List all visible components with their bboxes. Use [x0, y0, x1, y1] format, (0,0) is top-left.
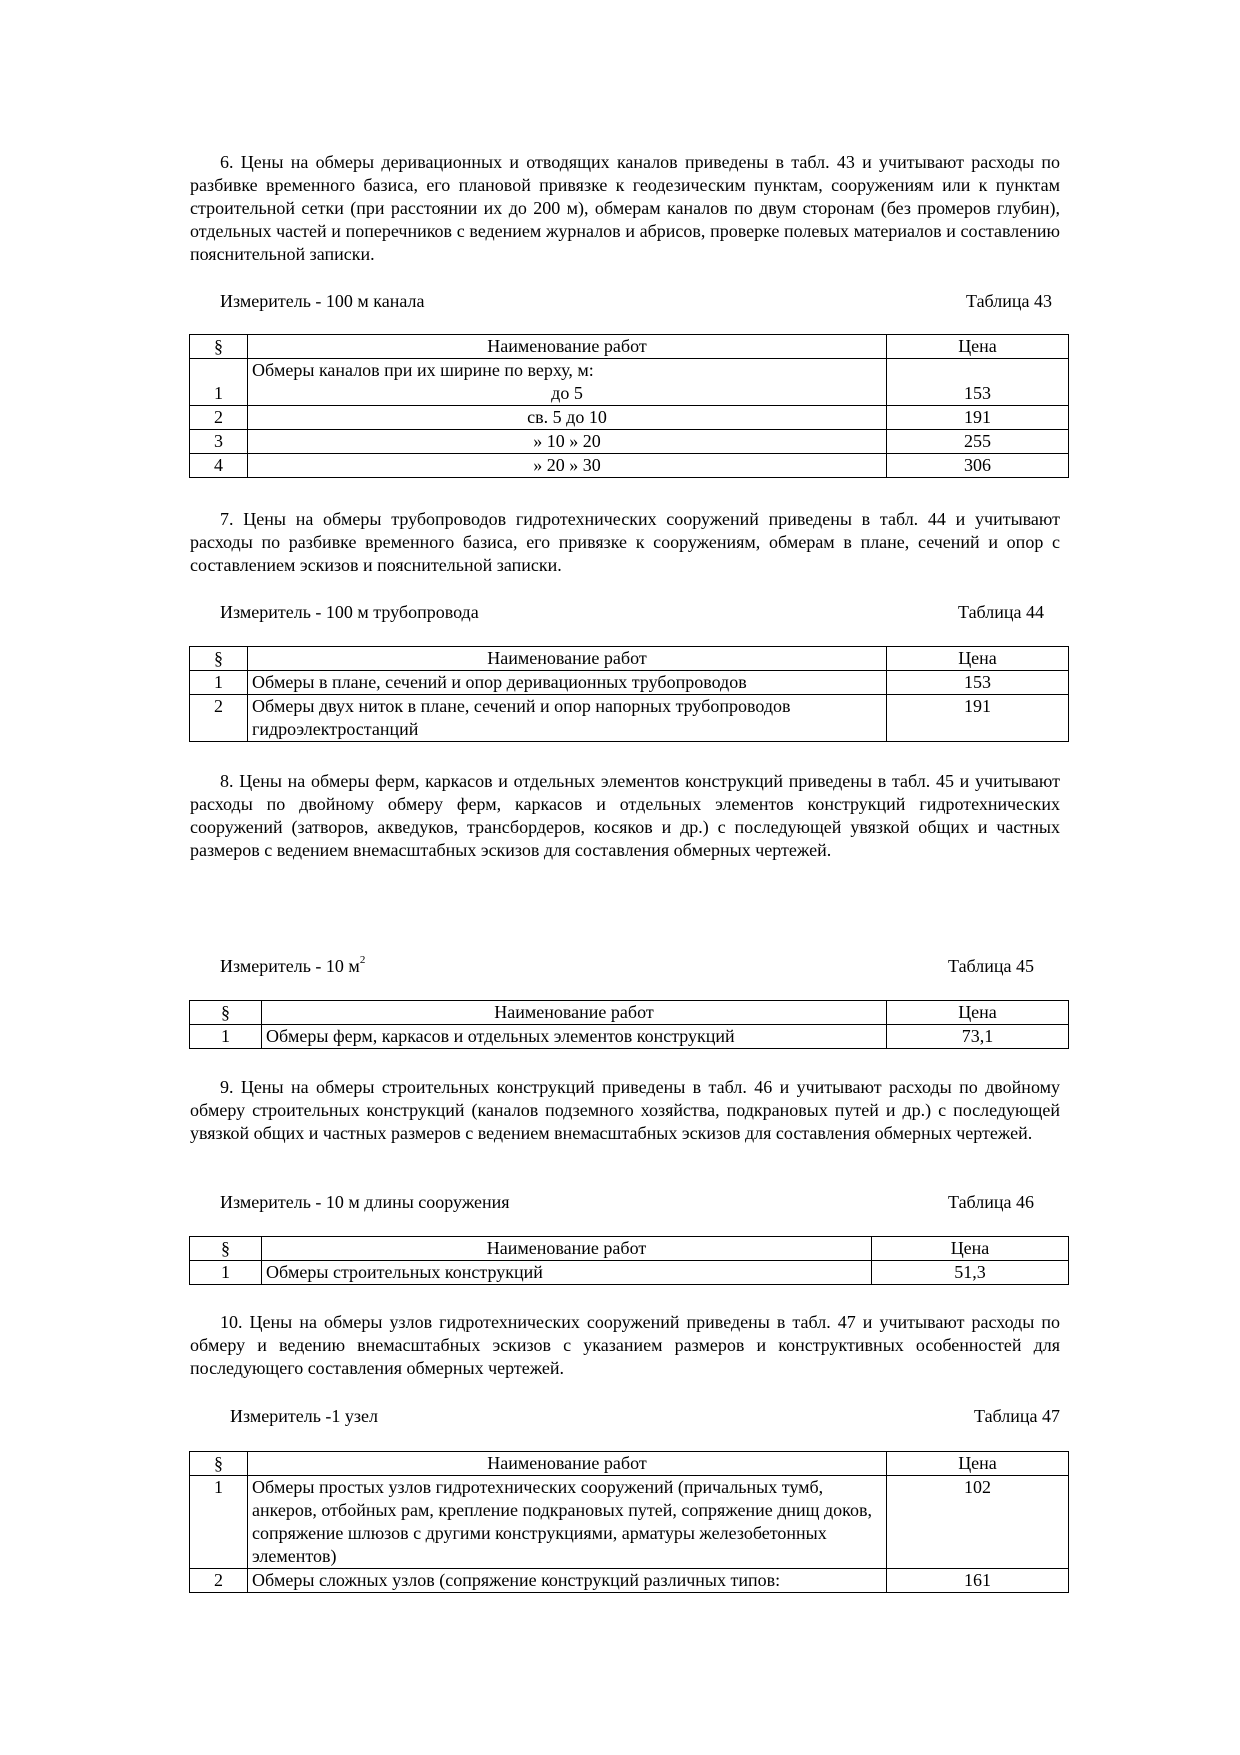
row-work-name: Обмеры простых узлов гидротехнических сооружений (причальных тумб, анкеров, отбойных рам, крепление подкрановых путей, сопряжение днищ доков, сопряжение шлюзов с другими конструкциями, арматуры железобетонных элементов)	[248, 1476, 887, 1569]
header-section: §	[190, 1237, 262, 1261]
row-price: 102	[887, 1476, 1069, 1569]
table-row	[190, 359, 1069, 406]
table-43	[189, 334, 1069, 478]
row-price: 73,1	[887, 1025, 1069, 1049]
row-number: 1	[190, 1025, 262, 1049]
header-price: Цена	[887, 335, 1069, 359]
table-46-measure: Измеритель - 10 м длины сооружения	[220, 1192, 510, 1212]
table-row	[190, 671, 1069, 695]
header-section: §	[190, 647, 248, 671]
table-row	[190, 1476, 1069, 1569]
measure-superscript: 2	[359, 954, 366, 966]
row-price: 153	[887, 359, 1069, 406]
paragraph-6: 6. Цены на обмеры деривационных и отводящих каналов приведены в табл. 43 и учитывают расходы по разбивке временного базиса, его плановой привязке к геодезическим пунктам, сооружениям или к пунктам строительной сетки (при расстоянии их до 200 м), обмерам каналов по двум сторонам (без промеров глубин), отдельных частей и поперечников с ведением журналов и абрисов, проверке полевых материалов и составлению пояснительной записки.	[190, 152, 1060, 264]
table-row	[190, 454, 1069, 478]
paragraph-10: 10. Цены на обмеры узлов гидротехнических сооружений приведены в табл. 47 и учитывают расходы по обмеру и ведению внемасштабных эскизов с указанием размеров и конструктивных особенностей для последующего составления обмерных чертежей.	[190, 1312, 1060, 1378]
row-work-name: Обмеры двух ниток в плане, сечений и опор напорных трубопроводов гидроэлектростанций	[248, 695, 887, 742]
table-header-row	[190, 1001, 1069, 1025]
row-name-text: до 5	[551, 383, 583, 403]
table-row	[190, 1261, 1069, 1285]
table-row	[190, 406, 1069, 430]
row-number: 1	[190, 1476, 248, 1569]
table-43-caption: Таблица 43	[966, 291, 1052, 311]
table-header-row	[190, 335, 1069, 359]
header-price: Цена	[887, 647, 1069, 671]
row-number: 1	[190, 1261, 262, 1285]
row-work-name: » 20 » 30	[248, 454, 887, 478]
header-price: Цена	[887, 1452, 1069, 1476]
table-45-measure	[220, 955, 365, 978]
row-number: 2	[190, 1569, 248, 1593]
table-47-measure: Измеритель -1 узел	[230, 1406, 378, 1426]
table-44-measure: Измеритель - 100 м трубопровода	[220, 602, 479, 622]
row-price: 306	[887, 454, 1069, 478]
paragraph-8: 8. Цены на обмеры ферм, каркасов и отдельных элементов конструкций приведены в табл. 45 и учитывают расходы по двойному обмеру ферм, каркасов и отдельных элементов конструкций гидротехнических сооружений (затворов, акведуков, трансбордеров, косяков и др.) с последующей увязкой общих и частных размеров с ведением внемасштабных эскизов для составления обмерных чертежей.	[190, 771, 1060, 860]
table-43-heading	[190, 290, 1060, 313]
table-46	[189, 1236, 1069, 1285]
row-price: 51,3	[872, 1261, 1069, 1285]
row-price: 255	[887, 430, 1069, 454]
table-row	[190, 1025, 1069, 1049]
table-45	[189, 1000, 1069, 1049]
table-47-heading	[190, 1405, 1060, 1428]
table-43-measure: Измеритель - 100 м канала	[220, 291, 425, 311]
row-price: 191	[887, 406, 1069, 430]
row-work-name: » 10 » 20	[248, 430, 887, 454]
row-number: 2	[190, 695, 248, 742]
row-number: 1	[190, 671, 248, 695]
header-work-name: Наименование работ	[248, 647, 887, 671]
table-row	[190, 695, 1069, 742]
row-work-name: Обмеры строительных конструкций	[262, 1261, 872, 1285]
row-number: 4	[190, 454, 248, 478]
row-work-name: Обмеры в плане, сечений и опор деривационных трубопроводов	[248, 671, 887, 695]
row-work-name: Обмеры сложных узлов (сопряжение конструкций различных типов:	[248, 1569, 887, 1593]
table-46-heading	[190, 1191, 1060, 1214]
paragraph-7: 7. Цены на обмеры трубопроводов гидротехнических сооружений приведены в табл. 44 и учитывают расходы по разбивке временного базиса, его привязке к сооружениям, обмерам в плане, сечений и опор с составлением эскизов и пояснительной записки.	[190, 509, 1060, 575]
header-work-name: Наименование работ	[262, 1237, 872, 1261]
header-work-name: Наименование работ	[248, 335, 887, 359]
row-number: 2	[190, 406, 248, 430]
table-44	[189, 646, 1069, 742]
row-price: 161	[887, 1569, 1069, 1593]
table-47	[189, 1451, 1069, 1593]
table-row	[190, 430, 1069, 454]
header-work-name: Наименование работ	[248, 1452, 887, 1476]
measure-text: Измеритель - 10 м	[220, 956, 360, 976]
row-work-name	[248, 359, 887, 406]
header-price: Цена	[887, 1001, 1069, 1025]
header-section: §	[190, 1001, 262, 1025]
table-45-caption: Таблица 45	[948, 956, 1034, 976]
paragraph-9: 9. Цены на обмеры строительных конструкций приведены в табл. 46 и учитывают расходы по двойному обмеру строительных конструкций (каналов подземного хозяйства, подкрановых путей и др.) с последующей увязкой общих и частных размеров с ведением внемасштабных эскизов для составления обмерных чертежей.	[190, 1077, 1060, 1143]
table-46-caption: Таблица 46	[948, 1192, 1034, 1212]
table-header-row	[190, 1237, 1069, 1261]
row-number: 1	[190, 359, 248, 406]
row-number: 3	[190, 430, 248, 454]
row-price: 153	[887, 671, 1069, 695]
table-44-heading	[190, 601, 1060, 624]
table-row	[190, 1569, 1069, 1593]
table-header-row	[190, 647, 1069, 671]
row-work-name: Обмеры ферм, каркасов и отдельных элементов конструкций	[262, 1025, 887, 1049]
table-header-row	[190, 1452, 1069, 1476]
table-47-caption: Таблица 47	[974, 1406, 1060, 1426]
header-price: Цена	[872, 1237, 1069, 1261]
table-44-caption: Таблица 44	[958, 602, 1044, 622]
header-section: §	[190, 335, 248, 359]
row-price: 191	[887, 695, 1069, 742]
header-section: §	[190, 1452, 248, 1476]
header-work-name: Наименование работ	[262, 1001, 887, 1025]
group-label: Обмеры каналов при их ширине по верху, м:	[252, 360, 594, 380]
table-45-heading	[190, 955, 1060, 978]
row-work-name: св. 5 до 10	[248, 406, 887, 430]
